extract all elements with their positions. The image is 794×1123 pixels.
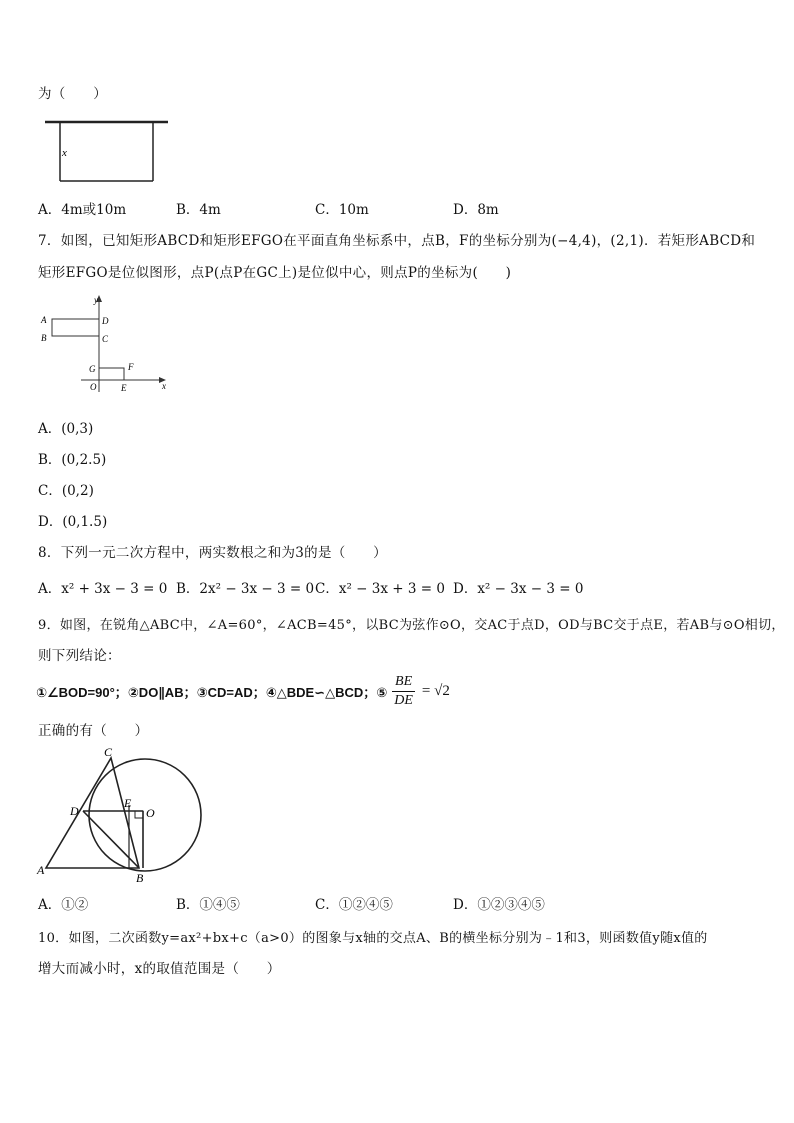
q9-stem-line2: 则下列结论： [38, 648, 121, 664]
q6-option-b: B．4m [176, 202, 221, 218]
q8-option-c: C．x² − 3x + 3 = 0 [315, 581, 445, 597]
q7-rect-abcd [52, 319, 99, 336]
q7-option-b: B．(0,2.5) [38, 452, 107, 468]
q9-fraction-denominator: DE [394, 692, 413, 708]
q7-option-a: A．(0,3) [38, 421, 94, 437]
q7-label-g: G [89, 364, 96, 374]
q6-option-d: D．8m [453, 202, 499, 218]
q9-label-e: E [124, 796, 132, 810]
q7-figure [36, 292, 176, 396]
q9-fraction-rhs: = √2 [421, 682, 450, 699]
q9-label-d: D [70, 804, 79, 818]
q9-circle-o [89, 759, 201, 871]
q7-label-e: E [121, 383, 127, 393]
q8-option-d: D．x² − 3x − 3 = 0 [453, 581, 584, 597]
q6-figure-label-x: x [62, 147, 67, 159]
q7-rect-efgo [99, 368, 124, 380]
q9-correct-prompt: 正确的有（ ） [38, 723, 149, 739]
q7-option-d: D．(0,1.5) [38, 514, 108, 530]
q8-stem: 8．下列一元二次方程中，两实数根之和为3的是（ ） [38, 545, 387, 561]
q9-label-o: O [146, 806, 155, 820]
q7-label-o: O [90, 382, 97, 392]
q6-figure [40, 115, 175, 187]
q9-fraction [391, 673, 416, 710]
q8-option-a: A．x² + 3x − 3 = 0 [38, 581, 168, 597]
q9-option-c: C．①②④⑤ [315, 897, 393, 913]
q9-fraction-numerator: BE [392, 673, 415, 692]
q7-option-c: C．(0,2) [38, 483, 94, 499]
q6-option-c: C．10m [315, 202, 369, 218]
q9-figure [33, 744, 218, 884]
q7-label-d: D [102, 316, 109, 326]
q9-label-a: A [37, 863, 45, 877]
q9-triangle-abc [46, 758, 139, 868]
q9-option-a: A．①② [38, 897, 89, 913]
q9-stem-line1: 9．如图，在锐角△ABC中，∠A=60°，∠ACB=45°，以BC为弦作⊙O，交AC于点D，OD与BC交于点E，若AB与⊙O相切， [38, 618, 785, 633]
q7-label-x: x [162, 381, 166, 391]
q7-label-b: B [41, 333, 47, 343]
q8-option-b: B．2x² − 3x − 3 = 0 [176, 581, 315, 597]
q7-label-y: y [94, 295, 98, 305]
q6-option-a: A．4m或10m [38, 202, 127, 218]
q9-label-c: C [104, 745, 113, 759]
q6-stem-tail: 为（ ） [38, 86, 107, 102]
q9-option-b: B．①④⑤ [176, 897, 240, 913]
q7-label-c: C [102, 334, 109, 344]
q9-conclusions [36, 669, 450, 713]
q7-stem-line2: 矩形EFGO是位似图形，点P(点P在GC上)是位似中心，则点P的坐标为( ) [38, 265, 512, 281]
q10-stem-line2: 增大而减小时，x的取值范围是（ ） [38, 961, 281, 977]
q7-label-f: F [128, 362, 134, 372]
q7-stem-line1: 7．如图，已知矩形ABCD和矩形EFGO在平面直角坐标系中，点B，F的坐标分别为(−4,4)，(2,1)．若矩形ABCD和 [38, 233, 756, 249]
q9-label-b: B [136, 871, 144, 884]
q9-option-d: D．①②③④⑤ [453, 897, 545, 913]
q10-stem-line1: 10．如图，二次函数y=ax²+bx+c（a>0）的图象与x轴的交点A、B的横坐标分别为﹣1和3，则函数值y随x值的 [38, 931, 708, 946]
q9-conclusions-text: ①∠BOD=90°；②DO∥AB；③CD=AD；④△BDE∽△BCD；⑤ [36, 684, 388, 700]
q7-label-a: A [41, 315, 47, 325]
q9-right-angle-mark [135, 811, 143, 818]
